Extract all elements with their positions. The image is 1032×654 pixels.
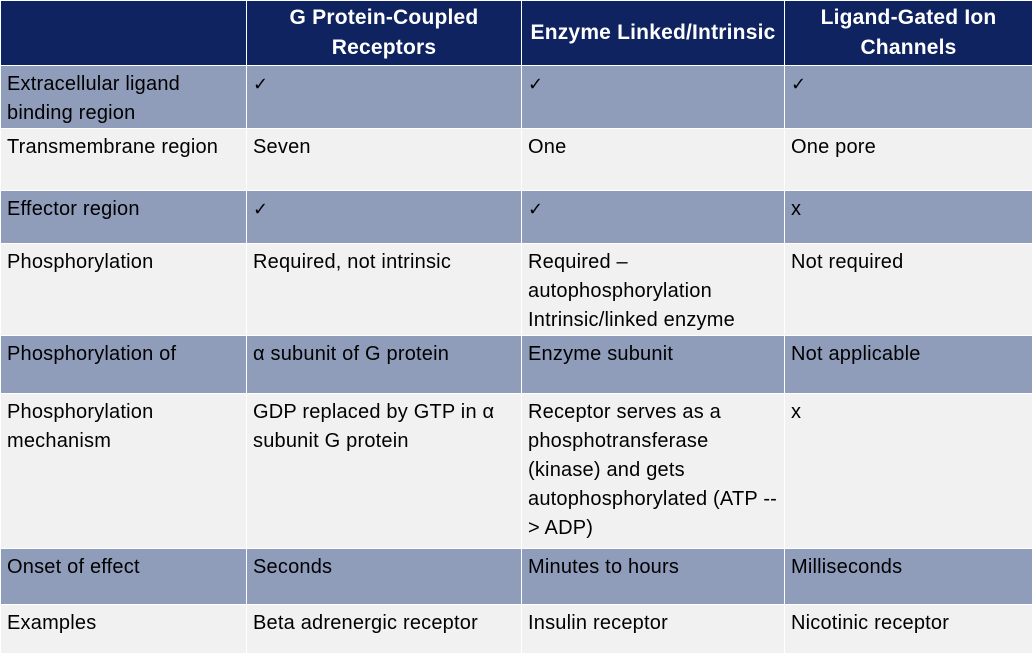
cell-gpcr: Required, not intrinsic bbox=[247, 244, 522, 336]
table-row bbox=[1, 394, 1032, 549]
header-enzyme-linked: Enzyme Linked/Intrinsic bbox=[522, 1, 785, 66]
row-label: Phosphorylation bbox=[1, 244, 247, 336]
cell-enzyme: One bbox=[522, 129, 785, 191]
row-label: Onset of effect bbox=[1, 549, 247, 605]
row-label: Transmembrane region bbox=[1, 129, 247, 191]
row-label: Phosphorylation of bbox=[1, 336, 247, 394]
checkmark-icon: ✓ bbox=[522, 66, 785, 129]
cell-gpcr: Beta adrenergic receptor bbox=[247, 605, 522, 654]
cell-enzyme: Enzyme subunit bbox=[522, 336, 785, 394]
cell-enzyme: Receptor serves as a phosphotransferase (kinase) and gets autophosphorylated (ATP --> ADP) bbox=[522, 394, 785, 549]
table-row bbox=[1, 191, 1032, 244]
row-label: Effector region bbox=[1, 191, 247, 244]
cell-enzyme: Required – autophosphorylation Intrinsic/linked enzyme bbox=[522, 244, 785, 336]
cell-ion: Not required bbox=[785, 244, 1032, 336]
row-label: Extracellular ligand binding region bbox=[1, 66, 247, 129]
checkmark-icon: ✓ bbox=[247, 66, 522, 129]
row-label: Examples bbox=[1, 605, 247, 654]
header-gpcr: G Protein-Coupled Receptors bbox=[247, 1, 522, 66]
checkmark-icon: ✓ bbox=[785, 66, 1032, 129]
table-row bbox=[1, 244, 1032, 336]
header-corner bbox=[1, 1, 247, 66]
table-row bbox=[1, 336, 1032, 394]
cell-ion: Milliseconds bbox=[785, 549, 1032, 605]
table-row bbox=[1, 129, 1032, 191]
checkmark-icon: ✓ bbox=[247, 191, 522, 244]
table-row bbox=[1, 549, 1032, 605]
row-label: Phosphorylation mechanism bbox=[1, 394, 247, 549]
cell-ion: Nicotinic receptor bbox=[785, 605, 1032, 654]
cell-enzyme: Insulin receptor bbox=[522, 605, 785, 654]
header-row bbox=[1, 1, 1032, 66]
cell-gpcr: α subunit of G protein bbox=[247, 336, 522, 394]
cell-gpcr: GDP replaced by GTP in α subunit G protein bbox=[247, 394, 522, 549]
table-row bbox=[1, 605, 1032, 654]
table-row bbox=[1, 66, 1032, 129]
cell-ion: x bbox=[785, 394, 1032, 549]
cell-ion: x bbox=[785, 191, 1032, 244]
cell-ion: Not applicable bbox=[785, 336, 1032, 394]
cell-enzyme: Minutes to hours bbox=[522, 549, 785, 605]
checkmark-icon: ✓ bbox=[522, 191, 785, 244]
cell-gpcr: Seven bbox=[247, 129, 522, 191]
cell-gpcr: Seconds bbox=[247, 549, 522, 605]
cell-ion: One pore bbox=[785, 129, 1032, 191]
header-ligand-gated: Ligand-Gated Ion Channels bbox=[785, 1, 1032, 66]
